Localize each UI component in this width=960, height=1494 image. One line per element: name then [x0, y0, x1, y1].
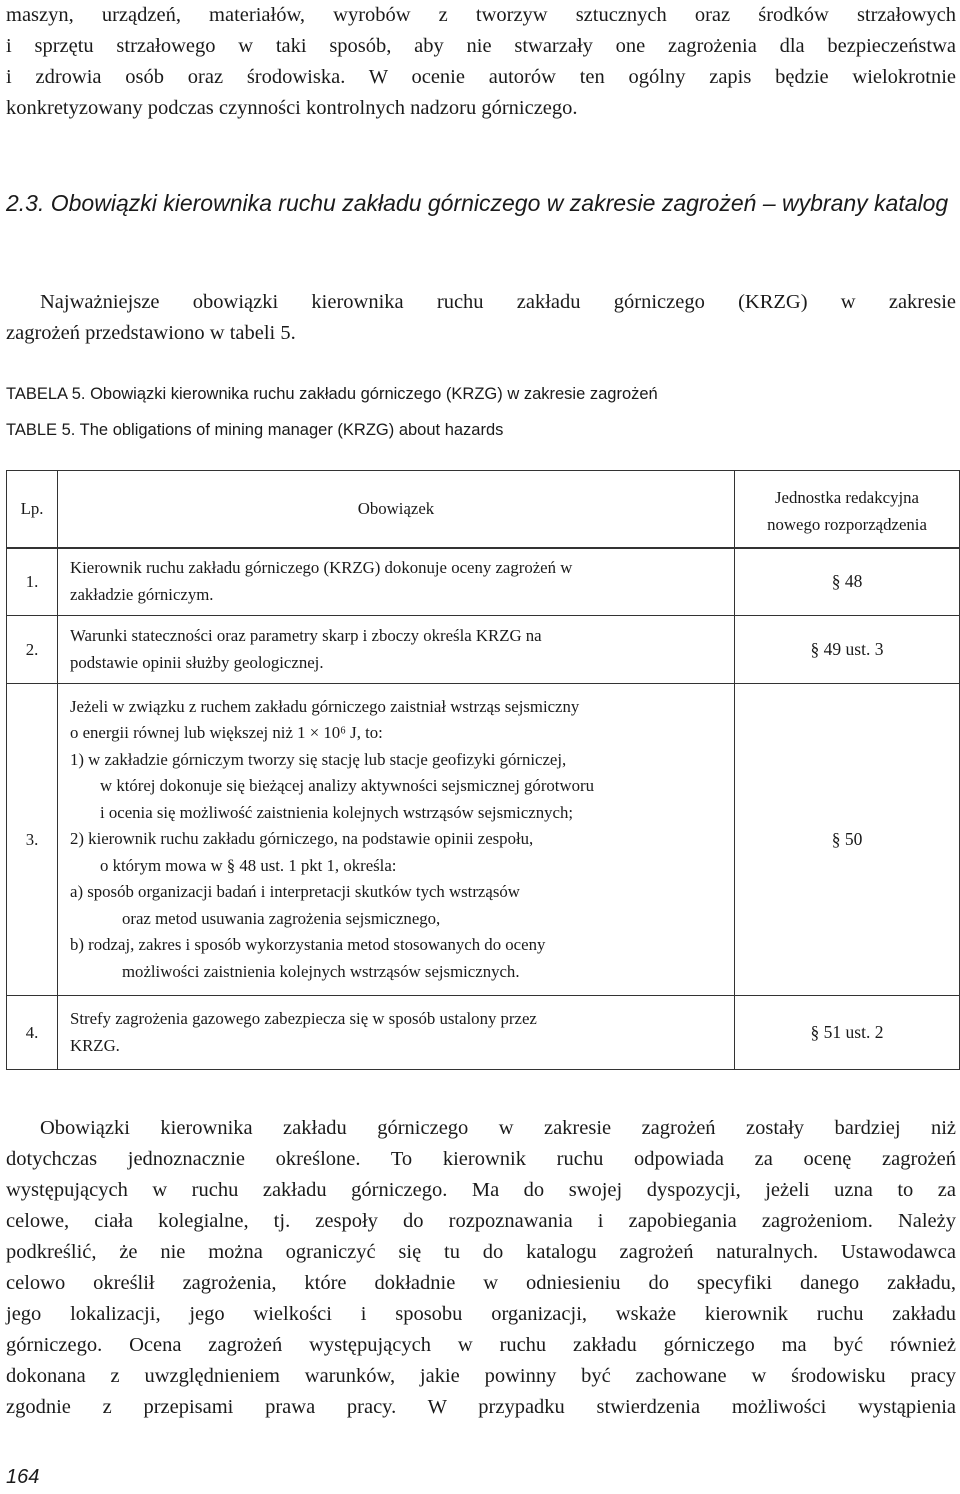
- intro-line: i sprzętu strzałowego w taki sposób, aby nie stwarzały one zagrożenia dla bezpieczeństwa: [6, 35, 956, 57]
- row-number: 1.: [7, 548, 58, 616]
- header-unit-line: nowego rozporządzenia: [767, 514, 927, 534]
- row-number: 2.: [7, 616, 58, 684]
- table-row: [7, 684, 960, 996]
- duty-line: zakładzie górniczym.: [70, 584, 214, 604]
- duty-line: Warunki stateczności oraz parametry skarp i zboczy określa KRZG na: [70, 626, 542, 645]
- header-duty: Obowiązek: [58, 471, 735, 548]
- duty-line: KRZG.: [70, 1035, 120, 1055]
- row-duty: [58, 616, 735, 684]
- header-unit-line: Jednostka redakcyjna: [775, 487, 919, 507]
- header-unit: [735, 471, 960, 548]
- duty-line: 2) kierownik ruchu zakładu górniczego, na podstawie opinii zespołu,: [70, 829, 534, 849]
- page-number: 164: [6, 1466, 40, 1488]
- body-line: górniczego. Ocena zagrożeń występujących w ruchu zakładu górniczego ma być również: [6, 1334, 956, 1356]
- row-reference: § 49 ust. 3: [735, 616, 960, 684]
- duty-line: b) rodzaj, zakres i sposób wykorzystania metod stosowanych do oceny: [70, 935, 546, 955]
- duty-line: podstawie opinii służby geologicznej.: [70, 652, 324, 672]
- table-row: [7, 548, 960, 616]
- table-row: [7, 996, 960, 1070]
- intro-paragraph: [6, 0, 956, 124]
- duty-line: 1) w zakładzie górniczym tworzy się stację lub stacje geofizyki górniczej,: [70, 749, 567, 769]
- body-line: celowo określił zagrożenia, które dokładnie w odniesieniu do specyfiki danego zakładu,: [6, 1272, 956, 1294]
- body-line: podkreślić, że nie można ograniczyć się tu do katalogu zagrożeń naturalnych. Ustawodawca: [6, 1241, 956, 1263]
- duty-line: o którym mowa w § 48 ust. 1 pkt 1, określa:: [100, 855, 397, 875]
- row-duty: [58, 548, 735, 616]
- obligations-table: [6, 470, 960, 1070]
- duty-line: w której dokonuje się bieżącej analizy aktywności sejsmicznej górotworu: [100, 776, 594, 796]
- header-lp: Lp.: [7, 471, 58, 548]
- duty-line: o energii równej lub większej niż 1 × 10⁶ J, to:: [70, 723, 383, 743]
- duty-line: i ocenia się możliwość zaistnienia kolejnych wstrząsów sejsmicznych;: [100, 802, 573, 822]
- section-heading: 2.3. Obowiązki kierownika ruchu zakładu górniczego w zakresie zagrożeń – wybrany katalog: [6, 190, 949, 216]
- row-reference: § 51 ust. 2: [735, 996, 960, 1070]
- table-header-row: [7, 471, 960, 548]
- duty-line: Kierownik ruchu zakładu górniczego (KRZG) dokonuje oceny zagrożeń w: [70, 558, 573, 578]
- intro-line: maszyn, urządzeń, materiałów, wyrobów z tworzyw sztucznych oraz środków strzałowych: [6, 4, 956, 26]
- duty-line: Jeżeli w związku z ruchem zakładu górniczego zaistniał wstrząs sejsmiczny: [70, 696, 580, 716]
- body-paragraph: [6, 1113, 956, 1423]
- duty-line: oraz metod usuwania zagrożenia sejsmicznego,: [122, 908, 441, 928]
- body-line: dokonana z uwzględnieniem warunków, jakie powinny być zachowane w środowisku pracy: [6, 1365, 956, 1387]
- row-reference: § 48: [735, 548, 960, 616]
- body-line: dotychczas jednoznacznie określone. To kierownik ruchu odpowiada za ocenę zagrożeń: [6, 1148, 956, 1170]
- lead-line: zagrożeń przedstawiono w tabeli 5.: [6, 322, 296, 344]
- intro-line: konkretyzowany podczas czynności kontrolnych nadzoru górniczego.: [6, 97, 578, 119]
- body-line: celowe, ciała kolegialne, tj. zespoły do rozpoznawania i zapobiegania zagrożeniom. Należy: [6, 1210, 956, 1232]
- row-number: 3.: [7, 684, 58, 996]
- lead-line: Najważniejsze obowiązki kierownika ruchu zakładu górniczego (KRZG) w zakresie: [40, 291, 956, 313]
- row-number: 4.: [7, 996, 58, 1070]
- body-line: Obowiązki kierownika zakładu górniczego w zakresie zagrożeń zostały bardziej niż: [40, 1117, 956, 1139]
- table-caption-pl: TABELA 5. Obowiązki kierownika ruchu zakładu górniczego (KRZG) w zakresie zagrożeń: [6, 385, 658, 403]
- row-reference: § 50: [735, 684, 960, 996]
- table-row: [7, 616, 960, 684]
- table-caption-en: TABLE 5. The obligations of mining manager (KRZG) about hazards: [6, 421, 504, 439]
- lead-paragraph: [6, 287, 956, 349]
- intro-line: i zdrowia osób oraz środowiska. W ocenie autorów ten ogólny zapis będzie wielokrotnie: [6, 66, 956, 88]
- body-line: występujących w ruchu zakładu górniczego. Ma do swojej dyspozycji, jeżeli uzna to za: [6, 1179, 956, 1201]
- row-duty: [58, 996, 735, 1070]
- body-line: zgodnie z przepisami prawa pracy. W przypadku stwierdzenia możliwości wystąpienia: [6, 1396, 956, 1418]
- duty-line: możliwości zaistnienia kolejnych wstrząsów sejsmicznych.: [122, 961, 520, 981]
- duty-line: a) sposób organizacji badań i interpretacji skutków tych wstrząsów: [70, 882, 520, 902]
- duty-line: Strefy zagrożenia gazowego zabezpiecza się w sposób ustalony przez: [70, 1009, 537, 1028]
- body-line: jego lokalizacji, jego wielkości i sposobu organizacji, wskaże kierownik ruchu zakładu: [6, 1303, 956, 1325]
- row-duty: [58, 684, 735, 996]
